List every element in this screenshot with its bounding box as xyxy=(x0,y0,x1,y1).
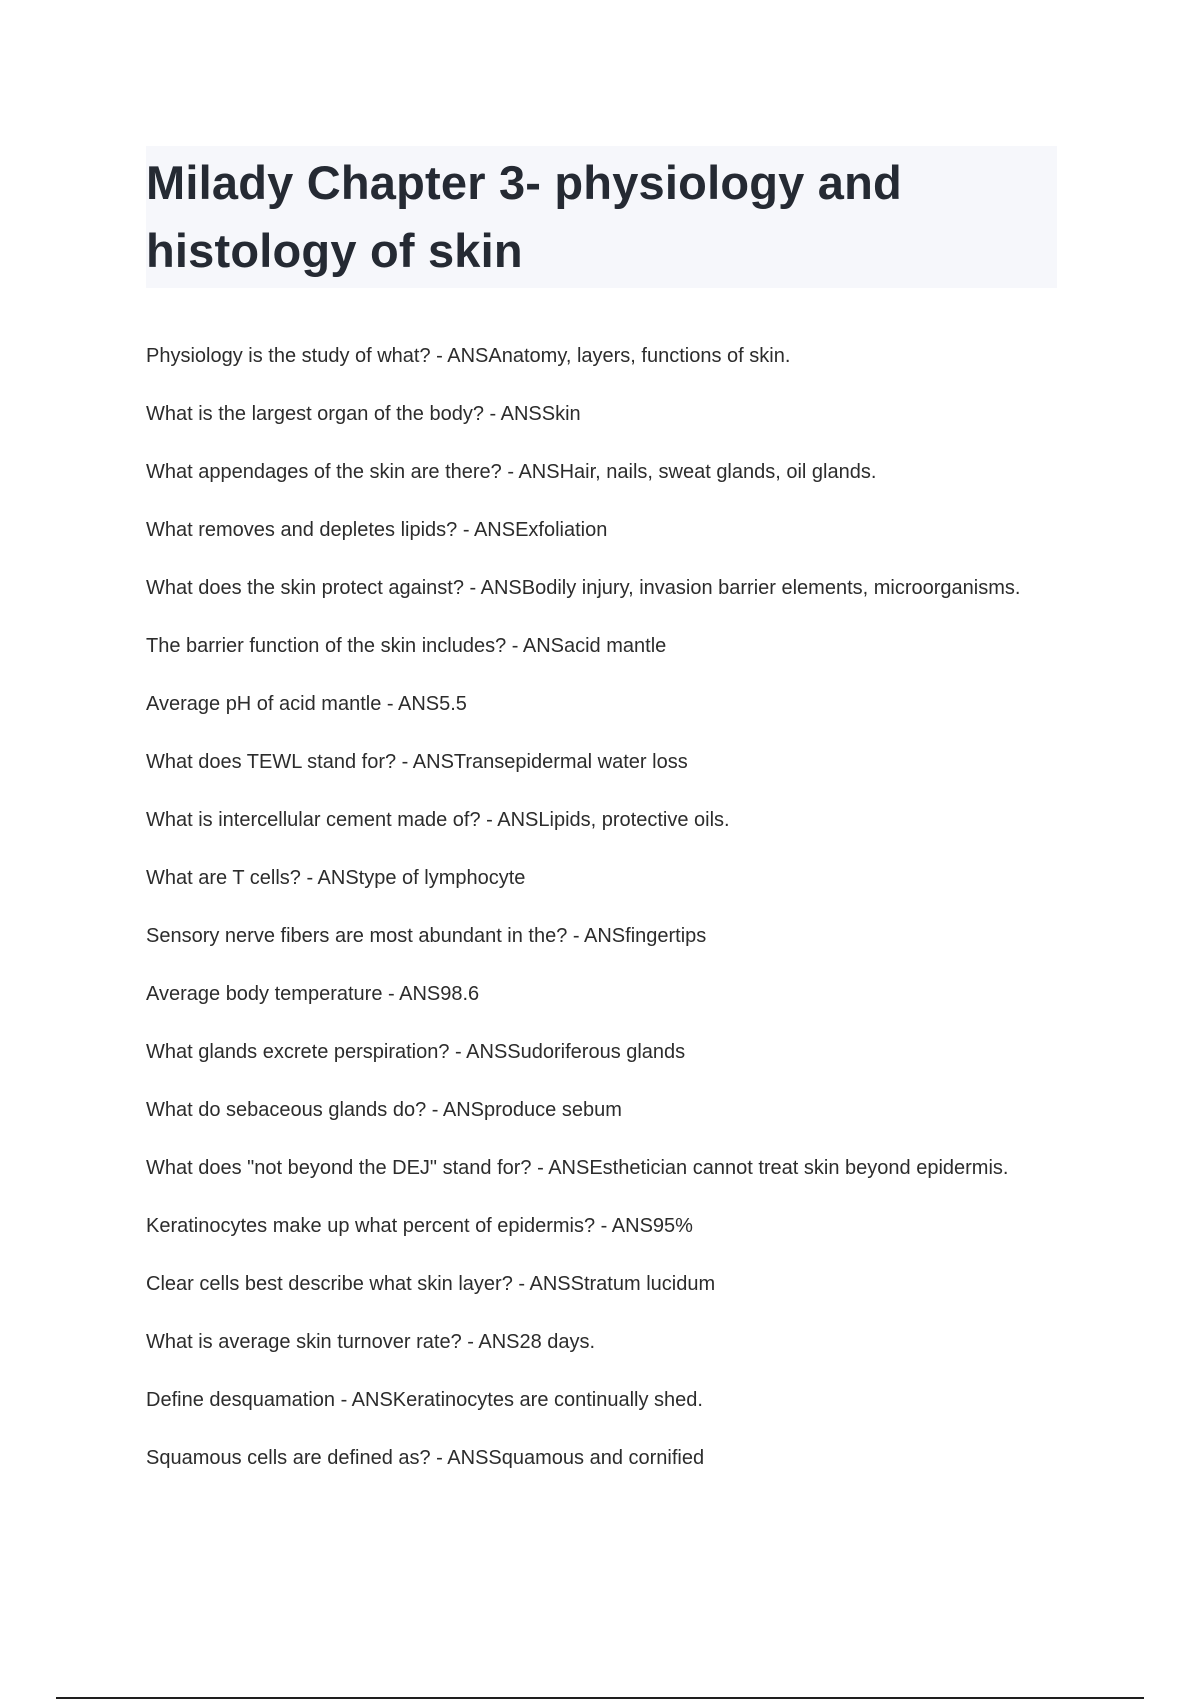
qa-item: Average pH of acid mantle - ANS5.5 xyxy=(146,693,467,715)
qa-item: The barrier function of the skin includes? - ANSacid mantle xyxy=(146,635,667,657)
page-title: Milady Chapter 3- physiology and histology of skin xyxy=(146,156,902,277)
qa-list xyxy=(146,342,1046,1502)
qa-item: Define desquamation - ANSKeratinocytes are continually shed. xyxy=(146,1389,703,1411)
qa-item: Physiology is the study of what? - ANSAnatomy, layers, functions of skin. xyxy=(146,345,791,367)
qa-item: What appendages of the skin are there? - ANSHair, nails, sweat glands, oil glands. xyxy=(146,461,877,483)
qa-item: What removes and depletes lipids? - ANSExfoliation xyxy=(146,519,608,541)
qa-item: What is intercellular cement made of? - ANSLipids, protective oils. xyxy=(146,809,730,831)
title-block xyxy=(146,146,1057,288)
qa-item: Clear cells best describe what skin layer? - ANSStratum lucidum xyxy=(146,1273,716,1295)
qa-item: Keratinocytes make up what percent of epidermis? - ANS95% xyxy=(146,1215,693,1237)
qa-item: What glands excrete perspiration? - ANSSudoriferous glands xyxy=(146,1041,686,1063)
qa-item: What do sebaceous glands do? - ANSproduce sebum xyxy=(146,1099,622,1121)
qa-item: What is the largest organ of the body? - ANSSkin xyxy=(146,403,581,425)
qa-item: What are T cells? - ANStype of lymphocyte xyxy=(146,867,526,889)
qa-item: What does the skin protect against? - ANSBodily injury, invasion barrier elements, microorganisms. xyxy=(146,577,1021,599)
qa-item: What does TEWL stand for? - ANSTransepidermal water loss xyxy=(146,751,688,773)
qa-item: What does "not beyond the DEJ" stand for? - ANSEsthetician cannot treat skin beyond epidermis. xyxy=(146,1157,1009,1179)
bottom-rule xyxy=(56,1697,1144,1699)
qa-item: Average body temperature - ANS98.6 xyxy=(146,983,480,1005)
qa-item: Sensory nerve fibers are most abundant in the? - ANSfingertips xyxy=(146,925,707,947)
qa-item: What is average skin turnover rate? - ANS28 days. xyxy=(146,1331,596,1353)
qa-item: Squamous cells are defined as? - ANSSquamous and cornified xyxy=(146,1447,705,1469)
